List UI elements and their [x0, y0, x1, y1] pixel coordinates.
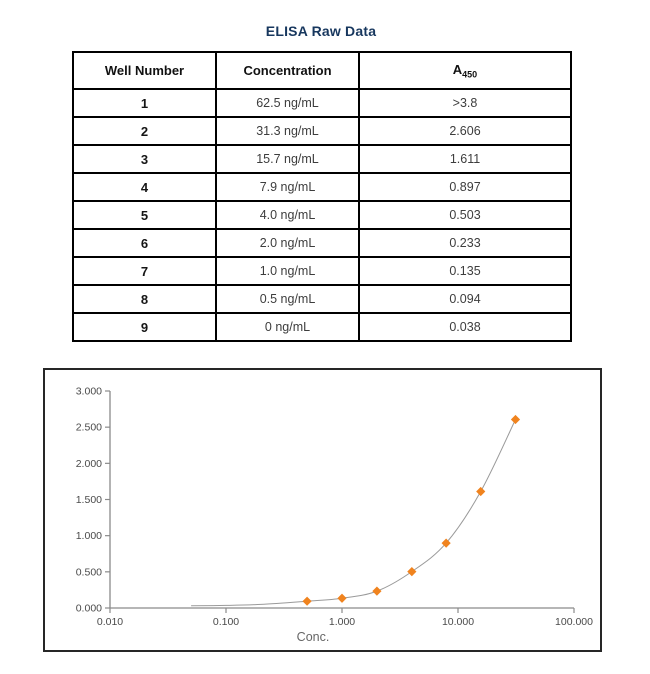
page-title: ELISA Raw Data: [265, 23, 377, 39]
y-tick-label: 2.500: [75, 421, 102, 434]
x-axis-title: Conc.: [296, 630, 330, 644]
elisa-raw-data-table: [72, 51, 572, 342]
a450-cell: 1.611: [359, 145, 571, 173]
a450-header-base: A: [452, 61, 463, 77]
data-point-marker: [407, 567, 416, 576]
x-tick-label: 0.010: [96, 616, 124, 628]
well-number-cell: 3: [73, 145, 216, 173]
concentration-cell: 15.7 ng/mL: [216, 145, 359, 173]
table-row: [73, 145, 571, 173]
a450-cell: 0.233: [359, 229, 571, 257]
table-row: [73, 173, 571, 201]
data-point-marker: [476, 487, 485, 496]
fit-curve: [191, 420, 515, 606]
well-number-cell: 6: [73, 229, 216, 257]
x-tick-label: 0.100: [212, 616, 240, 628]
table-row: [73, 285, 571, 313]
well-number-cell: 9: [73, 313, 216, 341]
data-point-marker: [337, 594, 346, 603]
data-point-marker: [302, 597, 311, 606]
x-tick-label: 1.000: [328, 616, 356, 628]
y-tick-label: 3.000: [75, 385, 102, 398]
x-tick-label: 100.000: [555, 616, 593, 628]
data-point-marker: [511, 415, 520, 424]
a450-cell: 0.135: [359, 257, 571, 285]
well-number-cell: 1: [73, 89, 216, 117]
table-row: [73, 313, 571, 341]
a450-cell: >3.8: [359, 89, 571, 117]
well-number-cell: 2: [73, 117, 216, 145]
table-header-row: [73, 52, 571, 89]
y-tick-label: 1.500: [75, 494, 102, 506]
concentration-cell: 7.9 ng/mL: [216, 173, 359, 201]
standard-curve-chart-panel: [43, 368, 602, 652]
concentration-cell: 1.0 ng/mL: [216, 257, 359, 285]
concentration-cell: 0 ng/mL: [216, 313, 359, 341]
table-row: [73, 117, 571, 145]
a450-cell: 0.038: [359, 313, 571, 341]
well-number-cell: 8: [73, 285, 216, 313]
concentration-cell: 0.5 ng/mL: [216, 285, 359, 313]
well-number-cell: 5: [73, 201, 216, 229]
table-row: [73, 257, 571, 285]
data-point-marker: [372, 587, 381, 596]
a450-cell: 0.897: [359, 173, 571, 201]
table-body: [73, 89, 571, 341]
chart-svg: [45, 370, 600, 650]
y-tick-label: 0.000: [75, 602, 102, 615]
concentration-header: Concentration: [216, 52, 359, 89]
a450-header-sub: 450: [462, 69, 478, 80]
y-tick-label: 1.000: [75, 530, 102, 543]
y-tick-label: 0.500: [75, 566, 102, 579]
concentration-cell: 31.3 ng/mL: [216, 117, 359, 145]
table-row: [73, 201, 571, 229]
a450-cell: 0.094: [359, 285, 571, 313]
concentration-cell: 4.0 ng/mL: [216, 201, 359, 229]
table-row: [73, 89, 571, 117]
y-tick-label: 2.000: [75, 457, 102, 470]
a450-cell: 2.606: [359, 117, 571, 145]
well-number-cell: 4: [73, 173, 216, 201]
a450-header: [359, 52, 571, 89]
well-number-cell: 7: [73, 257, 216, 285]
table-row: [73, 229, 571, 257]
well-number-header: Well Number: [73, 52, 216, 89]
concentration-cell: 2.0 ng/mL: [216, 229, 359, 257]
x-tick-label: 10.000: [441, 616, 475, 628]
a450-cell: 0.503: [359, 201, 571, 229]
concentration-cell: 62.5 ng/mL: [216, 89, 359, 117]
